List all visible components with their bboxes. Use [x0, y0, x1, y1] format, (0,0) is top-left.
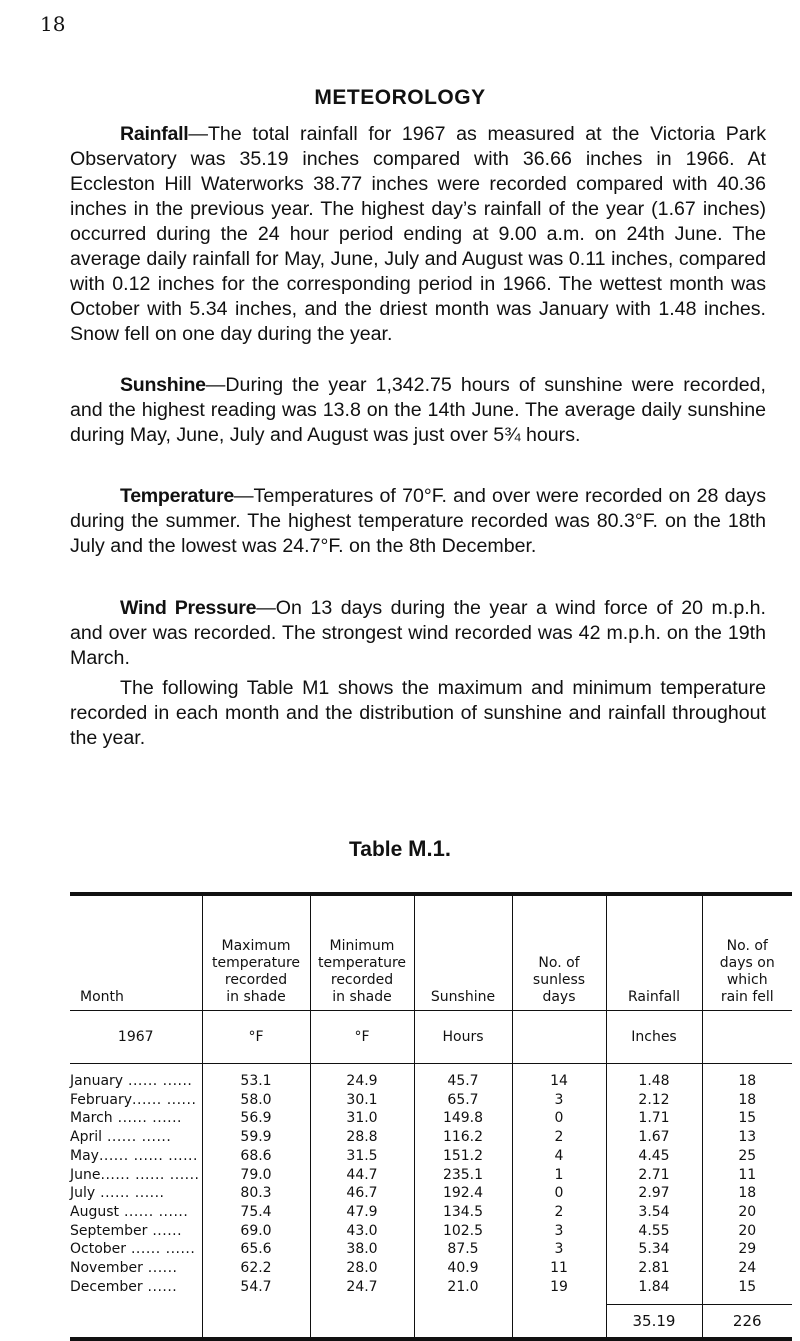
table-row	[70, 1222, 792, 1241]
cell-min: 31.5	[310, 1147, 414, 1166]
cell-sunshine: 21.0	[414, 1278, 512, 1297]
table-spacer	[70, 1064, 792, 1073]
cell-min: 28.0	[310, 1259, 414, 1278]
cell-sunshine: 235.1	[414, 1166, 512, 1185]
cell-month: December ......	[70, 1278, 178, 1295]
total-empty	[414, 1305, 512, 1338]
cell-max: 58.0	[202, 1091, 310, 1110]
table-title-number: M.1.	[408, 836, 451, 861]
cell-sunshine: 192.4	[414, 1184, 512, 1203]
total-empty	[310, 1305, 414, 1338]
cell-rainfall: 5.34	[606, 1240, 702, 1259]
cell-max: 56.9	[202, 1109, 310, 1128]
table-row	[70, 1109, 792, 1128]
cell-max: 59.9	[202, 1128, 310, 1147]
cell-min: 38.0	[310, 1240, 414, 1259]
cell-rainfall: 1.48	[606, 1072, 702, 1091]
cell-sunshine: 116.2	[414, 1128, 512, 1147]
cell-rain-days: 15	[702, 1278, 792, 1297]
cell-rain-days: 13	[702, 1128, 792, 1147]
cell-rainfall: 4.55	[606, 1222, 702, 1241]
units-sunless	[512, 1011, 606, 1064]
wind-paragraph	[70, 596, 766, 671]
cell-min: 24.7	[310, 1278, 414, 1297]
meteorology-table	[70, 896, 792, 1337]
wind-heading: Wind Pressure	[120, 597, 257, 619]
units-max: °F	[202, 1011, 310, 1064]
table-row	[70, 1072, 792, 1091]
table-title	[0, 836, 800, 862]
page-number: 18	[40, 12, 66, 36]
cell-rain-days: 15	[702, 1109, 792, 1128]
wind-text: —On 13 days during the year a wind force of 20 m.p.h. and over was recorded. The strongest wind recorded was 42 m.p.h. on the 19th March.	[70, 597, 767, 669]
cell-rainfall: 2.97	[606, 1184, 702, 1203]
cell-max: 54.7	[202, 1278, 310, 1297]
cell-max: 62.2	[202, 1259, 310, 1278]
table-header-row	[70, 896, 792, 1011]
cell-rain-days: 20	[702, 1203, 792, 1222]
cell-rainfall: 1.71	[606, 1109, 702, 1128]
cell-min: 46.7	[310, 1184, 414, 1203]
cell-rainfall: 4.45	[606, 1147, 702, 1166]
cell-rainfall: 1.84	[606, 1278, 702, 1297]
cell-max: 69.0	[202, 1222, 310, 1241]
table-row	[70, 1278, 792, 1297]
total-empty	[202, 1305, 310, 1338]
total-empty	[512, 1305, 606, 1338]
cell-rain-days: 18	[702, 1091, 792, 1110]
cell-sunless: 4	[512, 1147, 606, 1166]
cell-min: 31.0	[310, 1109, 414, 1128]
units-sunshine: Hours	[414, 1011, 512, 1064]
cell-min: 43.0	[310, 1222, 414, 1241]
header-month: Month	[80, 989, 124, 1005]
cell-sunshine: 102.5	[414, 1222, 512, 1241]
table-totals-row	[70, 1305, 792, 1338]
table-row	[70, 1128, 792, 1147]
header-sunshine: Sunshine	[414, 896, 512, 1011]
cell-month: February...... ......	[70, 1091, 197, 1108]
cell-min: 47.9	[310, 1203, 414, 1222]
table-spacer	[70, 1296, 792, 1305]
cell-month: November ......	[70, 1260, 178, 1277]
cell-max: 53.1	[202, 1072, 310, 1091]
cell-rainfall: 2.81	[606, 1259, 702, 1278]
cell-month: April ...... ......	[70, 1129, 172, 1146]
header-max-temp: Maximum temperature recorded in shade	[202, 896, 310, 1011]
rainfall-heading: Rainfall	[120, 123, 189, 145]
cell-max: 79.0	[202, 1166, 310, 1185]
units-rainfall: Inches	[606, 1011, 702, 1064]
units-year: 1967	[70, 1011, 202, 1064]
sunshine-paragraph	[70, 373, 766, 448]
cell-rainfall: 2.12	[606, 1091, 702, 1110]
meteorology-table-wrap	[70, 892, 792, 1341]
cell-sunless: 0	[512, 1109, 606, 1128]
sunshine-text: —During the year 1,342.75 hours of sunshine were recorded, and the highest reading was 13.8 on the 14th June. The average daily sunshine during May, June, July and August was just over 5¾ hours.	[70, 374, 766, 446]
temperature-paragraph	[70, 484, 766, 559]
units-min: °F	[310, 1011, 414, 1064]
cell-month: August ...... ......	[70, 1203, 189, 1220]
cell-max: 80.3	[202, 1184, 310, 1203]
cell-rainfall: 1.67	[606, 1128, 702, 1147]
page-title: METEOROLOGY	[314, 86, 486, 109]
rainfall-text: —The total rainfall for 1967 as measured at the Victoria Park Observatory was 35.19 inches compared with 36.66 inches in 1966. At Eccleston Hill Waterworks 38.77 inches were recorded compared with 40.36 inches in the previous year. The highest day’s rainfall of the year (1.67 inches) occurred during the 24 hour period ending at 9.00 a.m. on 24th June. The average daily rainfall for May, June, July and August was 0.11 inches, compared with 0.12 inches for the corresponding period in 1966. The wettest month was October with 5.34 inches, and the driest month was January with 1.48 inches. Snow fell on one day during the year.	[70, 123, 766, 345]
cell-rain-days: 11	[702, 1166, 792, 1185]
cell-month: September ......	[70, 1222, 183, 1239]
cell-month: June...... ...... ......	[70, 1166, 200, 1183]
cell-sunless: 2	[512, 1203, 606, 1222]
cell-month: July ...... ......	[70, 1185, 165, 1202]
cell-min: 44.7	[310, 1166, 414, 1185]
units-rain-days	[702, 1011, 792, 1064]
header-rainfall: Rainfall	[606, 896, 702, 1011]
cell-max: 65.6	[202, 1240, 310, 1259]
cell-sunless: 11	[512, 1259, 606, 1278]
table-row	[70, 1240, 792, 1259]
cell-sunshine: 87.5	[414, 1240, 512, 1259]
cell-max: 75.4	[202, 1203, 310, 1222]
table-row	[70, 1203, 792, 1222]
cell-sunshine: 151.2	[414, 1147, 512, 1166]
total-rainfall: 35.19	[606, 1305, 702, 1338]
cell-rainfall: 3.54	[606, 1203, 702, 1222]
cell-month: October ...... ......	[70, 1241, 196, 1258]
header-min-temp: Minimum temperature recorded in shade	[310, 896, 414, 1011]
cell-sunshine: 149.8	[414, 1109, 512, 1128]
cell-month: January ...... ......	[70, 1073, 193, 1089]
cell-sunless: 2	[512, 1128, 606, 1147]
cell-rain-days: 24	[702, 1259, 792, 1278]
cell-sunless: 3	[512, 1240, 606, 1259]
table-row	[70, 1091, 792, 1110]
cell-min: 30.1	[310, 1091, 414, 1110]
cell-min: 24.9	[310, 1072, 414, 1091]
table-row	[70, 1147, 792, 1166]
cell-sunless: 19	[512, 1278, 606, 1297]
header-sunless-days: No. of sunless days	[512, 896, 606, 1011]
table-title-word: Table	[349, 838, 403, 861]
cell-month: March ...... ......	[70, 1110, 182, 1127]
cell-sunless: 14	[512, 1072, 606, 1091]
cell-sunless: 1	[512, 1166, 606, 1185]
cell-rain-days: 29	[702, 1240, 792, 1259]
cell-sunshine: 45.7	[414, 1072, 512, 1091]
total-empty	[70, 1305, 202, 1338]
cell-sunshine: 134.5	[414, 1203, 512, 1222]
cell-sunless: 3	[512, 1222, 606, 1241]
header-rain-days: No. of days on which rain fell	[702, 896, 792, 1011]
cell-min: 28.8	[310, 1128, 414, 1147]
cell-rain-days: 18	[702, 1184, 792, 1203]
table-intro-paragraph: The following Table M1 shows the maximum and minimum temperature recorded in each month and the distribution of sunshine and rainfall throughout the year.	[70, 677, 766, 749]
temperature-text: —Temperatures of 70°F. and over were recorded on 28 days during the summer. The highest temperature recorded was 80.3°F. on the 18th July and the lowest was 24.7°F. on the 8th December.	[70, 485, 766, 557]
sunshine-heading: Sunshine	[120, 374, 206, 396]
table-units-row	[70, 1011, 792, 1064]
cell-rain-days: 18	[702, 1072, 792, 1091]
rainfall-paragraph	[70, 122, 766, 347]
cell-rain-days: 25	[702, 1147, 792, 1166]
table-row	[70, 1184, 792, 1203]
table-row	[70, 1166, 792, 1185]
temperature-heading: Temperature	[120, 485, 234, 507]
cell-sunshine: 65.7	[414, 1091, 512, 1110]
cell-max: 68.6	[202, 1147, 310, 1166]
cell-month: May...... ...... ......	[70, 1147, 198, 1164]
cell-rain-days: 20	[702, 1222, 792, 1241]
cell-rainfall: 2.71	[606, 1166, 702, 1185]
table-bottom-rule	[70, 1337, 792, 1341]
table-row	[70, 1259, 792, 1278]
cell-sunless: 3	[512, 1091, 606, 1110]
cell-sunless: 0	[512, 1184, 606, 1203]
cell-sunshine: 40.9	[414, 1259, 512, 1278]
total-rain-days: 226	[702, 1305, 792, 1338]
